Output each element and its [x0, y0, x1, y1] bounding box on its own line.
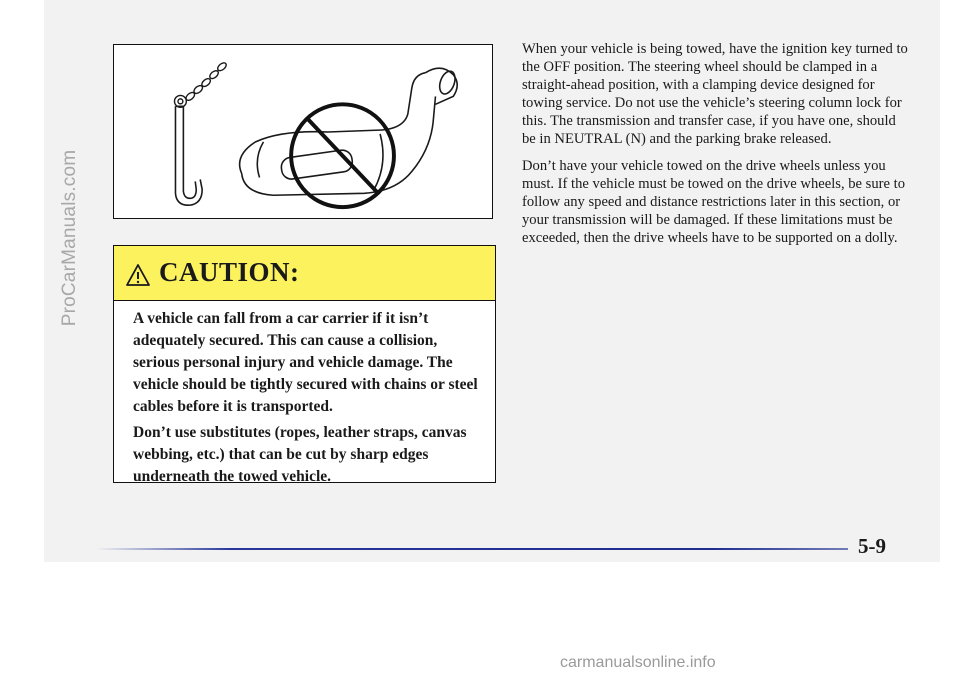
page-number: 5-9: [858, 534, 886, 558]
illustration-svg: [114, 45, 492, 218]
j-hook-icon: [175, 106, 202, 205]
caution-paragraph: Don’t use substitutes (ropes, leather straps, canvas webbing, etc.) that can be cut by sharp edges underneath the towed vehicle.: [133, 424, 467, 485]
t-hook-icon: [240, 68, 458, 195]
caution-body: [133, 308, 485, 492]
caution-paragraph: A vehicle can fall from a car carrier if it isn’t adequately secured. This can cause a collision, serious personal injury and vehicle damage. The vehicle should be tightly secured with chains or steel cables before it is transported.: [133, 310, 478, 415]
caution-header: [114, 246, 495, 301]
body-text-column: [522, 40, 912, 256]
bottom-watermark: carmanualsonline.info: [560, 654, 716, 671]
towing-hook-illustration: [113, 44, 493, 219]
warning-triangle-icon: [125, 263, 151, 287]
side-watermark: ProCarManuals.com: [59, 149, 80, 327]
footer-rule: [96, 548, 848, 550]
body-paragraph: When your vehicle is being towed, have the ignition key turned to the OFF position. The steering wheel should be clamped in a straight-ahead position, with a clamping device designed for towing service. Do not use the vehicle’s steering column lock for this. The transmission and transfer case, if you have one, should be in NEUTRAL (N) and the parking brake released.: [522, 41, 908, 147]
tow-hook-with-chain-icon: [174, 61, 227, 107]
caution-title: CAUTION:: [159, 257, 300, 287]
body-paragraph: Don’t have your vehicle towed on the drive wheels unless you must. If the vehicle must be towed on the drive wheels, be sure to follow any speed and distance restrictions later in this section, or your transmission will be damaged. If these limitations must be exceeded, then the drive wheels have to be supported on a dolly.: [522, 158, 905, 246]
caution-box: [113, 245, 496, 483]
